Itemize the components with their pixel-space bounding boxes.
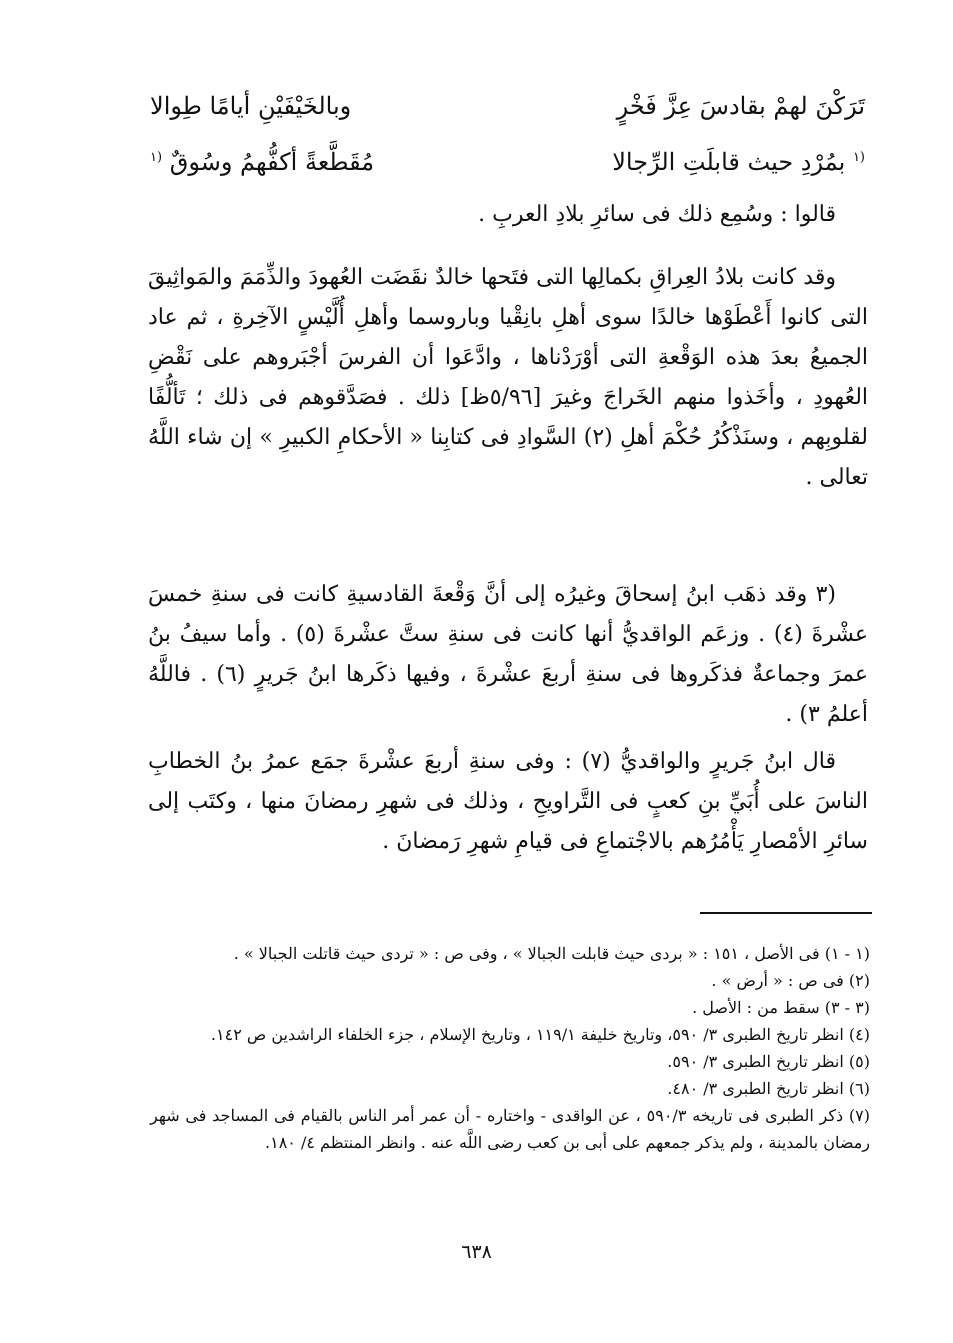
footnote-marker: (١ <box>852 150 865 165</box>
footnote-1: (١ - ١) فى الأصل ، ١٥١ : « بردى حيث قابلت الجبالا » ، وفى ص : « تردى حيث قاتلت الجبالا » . <box>233 944 870 963</box>
footnotes <box>150 940 870 1156</box>
poem-line-2-right-hemistich: بمُرْدِ حيث قابلَتِ الرِّجالا <box>612 148 846 176</box>
poem-line-2-left-hemistich-group <box>150 148 374 176</box>
poem-line-2 <box>150 134 865 190</box>
footnote-separator <box>700 912 872 914</box>
poem-line-1 <box>150 78 865 134</box>
footnote-marker: (١ <box>150 150 163 165</box>
page-number: ٦٣٨ <box>461 1241 492 1263</box>
footnote-5: (٥) انظر تاريخ الطبرى ٣/ ٥٩٠. <box>667 1052 870 1071</box>
poem-line-2-left-hemistich: مُقَطَّعةً أكفُّهمُ وسُوقٌ <box>169 148 375 176</box>
footnote-3: (٣ - ٣) سقط من : الأصل . <box>692 998 870 1017</box>
poem-line-2-right-hemistich-group <box>612 148 865 176</box>
footnote-7: (٧) ذكر الطبرى فى تاريخه ٥٩٠/٣ ، عن الواقدى - واختاره - أن عمر أمر الناس بالقيام فى المساجد فى شهر رمضان بالمدينة ، ولم يذكر جمعهم على أبى بن كعب رضى اللَّه عنه . وانظر المنتظم ٤/ ١٨٠. <box>150 1106 870 1152</box>
paragraph-2 <box>148 258 868 498</box>
paragraph-4 <box>148 742 868 862</box>
footnote-4: (٤) انظر تاريخ الطبرى ٣/ ٥٩٠، وتاريخ خليفة ١١٩/١ ، وتاريخ الإسلام ، جزء الخلفاء الراشدين ص ١٤٢. <box>210 1025 870 1044</box>
poem-verses <box>150 78 865 190</box>
footnote-6: (٦) انظر تاريخ الطبرى ٣/ ٤٨٠. <box>667 1079 870 1098</box>
poem-line-1-right-hemistich: تَرَكْنَ لهمْ بقادسَ عِزَّ فَخْرٍ <box>616 92 865 120</box>
paragraph-text: (٣ وقد ذهَب ابنُ إسحاقَ وغيرُه إلى أنَّ وَقْعةَ القادسيةِ كانت فى سنةِ خمسَ عشْرةَ (٤) . وزعَم الواقديُّ أنها كانت فى سنةِ ستَّ عشْرةَ (٥) . وأما سيفُ بنُ عمرَ وجماعةٌ فذكَروها فى سنةِ أربعَ عشْرةَ ، وفيها ذكَرها ابنُ جَريرٍ (٦) . فاللَّهُ أعلمُ ٣) . <box>148 582 868 727</box>
footnote-2: (٢) فى ص : « أرض » . <box>711 971 870 990</box>
paragraph-text: وقد كانت بلادُ العِراقِ بكمالِها التى فتَحها خالدٌ نقَضَت العُهودَ والذِّمَمَ والمَواثِيقَ التى كانوا أَعْطَوْها خالدًا سوى أهلِ بانِقْيا وباروسما وأهلِ أُلَّيْسٍ الآخِرةِ ، ثم عاد الجميعُ بعدَ هذه الوَقْعةِ التى أوْرَدْناها ، وادَّعَوا أن الفرسَ أجْبَروهم على نَقْضِ العُهودِ ، وأخَذوا منهم الخَراجَ وغيرَ [٥/٩٦ظ] ذلك . فصَدَّقوهم فى ذلك ؛ تَألُّفًا لقلوبِهم ، وسنَذْكُرُ حُكْمَ أهلِ (٢) السَّوادِ فى كتابِنا « الأحكامِ الكبيرِ » إن شاء اللَّهُ تعالى . <box>148 265 869 490</box>
paragraph-3 <box>148 575 868 735</box>
paragraph-1 <box>148 195 868 235</box>
paragraph-text: قالوا : وسُمِع ذلك فى سائرِ بلادِ العربِ . <box>478 202 836 227</box>
poem-line-1-left-hemistich: وبالخَيْفَيْنِ أيامًا طِوالا <box>150 92 352 120</box>
paragraph-text: قال ابنُ جَريرٍ والواقديُّ (٧) : وفى سنةِ أربعَ عشْرةَ جمَع عمرُ بنُ الخطابِ الناسَ على أُبَيِّ بنِ كعبٍ فى التَّراويحِ ، وذلك فى شهرِ رمضانَ منها ، وكتَب إلى سائرِ الأمْصارِ يَأْمُرُهم بالاجْتماعِ فى قيامِ شهرِ رَمضانَ . <box>148 749 868 854</box>
